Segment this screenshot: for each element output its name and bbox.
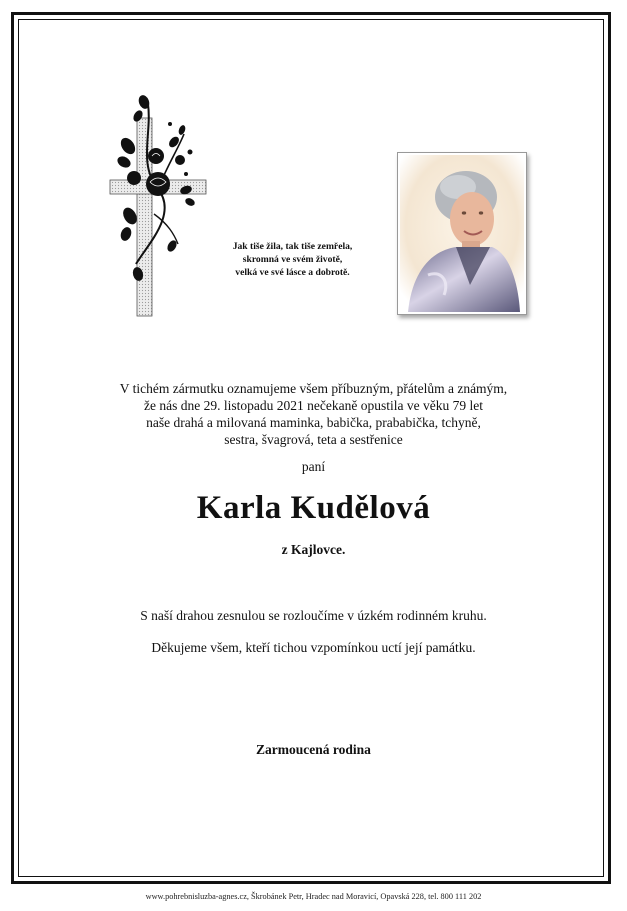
- portrait-photo: [397, 152, 527, 315]
- signature: Zarmoucená rodina: [256, 742, 371, 757]
- announcement-text: [60, 380, 567, 448]
- announcement-line: sestra, švagrová, teta a sestřenice: [224, 432, 403, 447]
- verse-line: Jak tiše žila, tak tiše zemřela,: [232, 241, 353, 252]
- announcement-line: že nás dne 29. listopadu 2021 nečekaně opustila ve věku 79 let: [144, 398, 483, 413]
- verse-line: velká ve své lásce a dobrotě.: [235, 267, 350, 278]
- deceased-name: Karla Kudělová: [196, 490, 431, 526]
- announcement-line: V tichém zármutku oznamujeme všem příbuzným, přátelům a známým,: [119, 381, 508, 396]
- footer-contact: www.pohrebnisluzba-agnes.cz, Škrobánek Petr, Hradec nad Moravicí, Opavská 228, tel. 800 111 202: [145, 892, 482, 901]
- memorial-verse: [205, 240, 380, 279]
- announcement-line: naše drahá a milovaná maminka, babička, prababička, tchyně,: [146, 415, 481, 430]
- farewell-text: S naší drahou zesnulou se rozloučíme v úzkém rodinném kruhu.: [140, 608, 487, 623]
- deceased-origin: z Kajlovce.: [281, 542, 346, 557]
- thanks-text: Děkujeme všem, kteří tichou vzpomínkou uctí její památku.: [151, 640, 476, 655]
- salutation: paní: [301, 459, 326, 474]
- verse-line: skromná ve svém životě,: [242, 254, 343, 265]
- cross-with-roses-icon: [108, 94, 212, 320]
